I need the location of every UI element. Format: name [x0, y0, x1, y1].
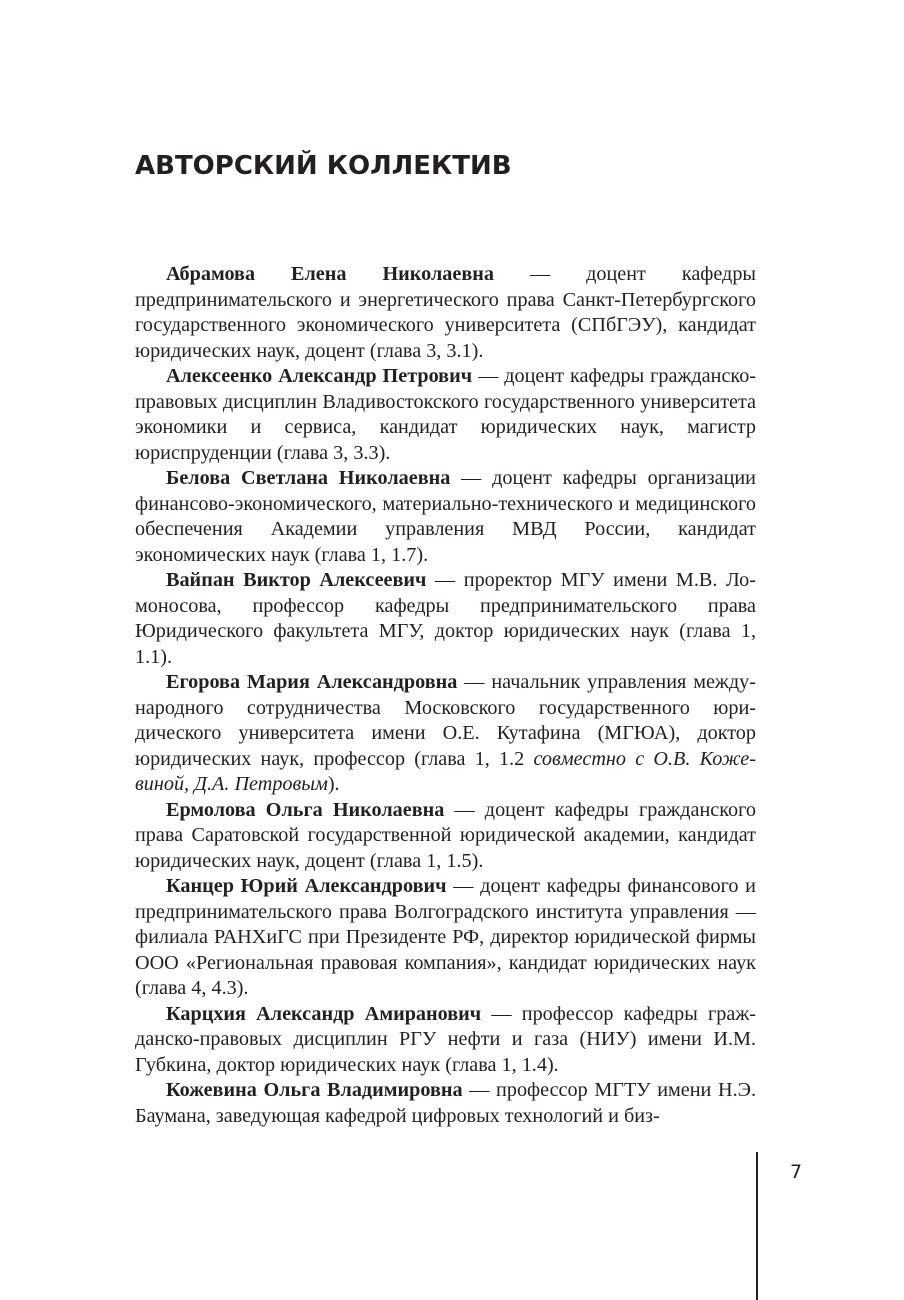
author-entry [135, 874, 756, 1002]
author-entry [135, 1002, 756, 1079]
author-entry [135, 262, 756, 364]
author-description: — доцент кафедры гражданского права Саратовской государственной юридической академии, кандидат юридических наук, доцент (глава 1, 1.5). [135, 798, 756, 872]
page-number: 7 [790, 1161, 803, 1183]
author-description: — доцент кафедры финансового и предпринимательского права Волгоградского института управления — филиала РАНХиГС при Президенте РФ, директор юридической фирмы ООО «Региональная правовая компания», кандидат юридических наук (глава 4, 4.3). [135, 875, 756, 999]
author-entry [135, 568, 756, 670]
author-description: — профессор МГТУ имени Н.Э. Баумана, заведующая кафедрой цифровых технологий и биз- [135, 1079, 756, 1127]
page-margin-rule [756, 1152, 758, 1300]
author-description: — начальник управления международного сотрудничества Московского государственного юридического университета имени О.Е. Кутафина (МГЮА), доктор юридических наук, профессор (глава 1, 1.2 [135, 671, 756, 770]
author-description: — профессор кафедры гражданско-правовых дисциплин РГУ нефти и газа (НИУ) имени И.М. Губкина, доктор юридических наук (глава 1, 1.4). [135, 1002, 756, 1076]
author-description: — доцент кафедры гражданско-правовых дисциплин Владивостокского государственного университета экономики и сервиса, кандидат юридических наук, магистр юриспруденции (глава 3, 3.3). [135, 365, 757, 464]
author-list [135, 262, 756, 1129]
author-description-tail: ). [327, 773, 340, 795]
author-description: — доцент кафедры предпринимательского и энергетического права Санкт-Петербургского государственного экономического университета (СПбГЭУ), кандидат юридических наук, доцент (глава 3, 3.1). [135, 263, 756, 362]
author-name: Абрамова Елена Николаевна [166, 263, 494, 285]
author-name: Канцер Юрий Александрович [166, 875, 447, 897]
author-description: — проректор МГУ имени М.В. Ломоносова, профессор кафедры предпринимательского права Юридического факультета МГУ, доктор юридических наук (глава 1, 1.1). [135, 569, 756, 668]
author-name: Белова Светлана Николаевна [166, 467, 451, 489]
author-name: Егорова Мария Александровна [166, 671, 458, 693]
author-description: — доцент кафедры организации финансово-экономического, материально-технического и медицинского обеспечения Академии управления МВД России, кандидат экономических наук (глава 1, 1.7). [135, 467, 756, 566]
author-entry [135, 798, 756, 875]
author-entry [135, 670, 756, 798]
author-description-italic: совместно с О.В. Кожевиной, Д.А. Петровым [135, 747, 756, 795]
author-entry [135, 364, 756, 466]
author-entry [135, 466, 756, 568]
author-name: Ермолова Ольга Николаевна [166, 798, 445, 821]
author-entry [135, 1078, 756, 1129]
author-name: Карцхия Александр Амиранович [166, 1002, 482, 1025]
author-name: Вайпан Виктор Алексеевич [166, 569, 427, 591]
page-title: АВТОРСКИЙ КОЛЛЕКТИВ [135, 151, 512, 181]
author-name: Алексеенко Александр Петрович [166, 365, 473, 387]
author-name: Кожевина Ольга Владимировна [166, 1079, 463, 1101]
